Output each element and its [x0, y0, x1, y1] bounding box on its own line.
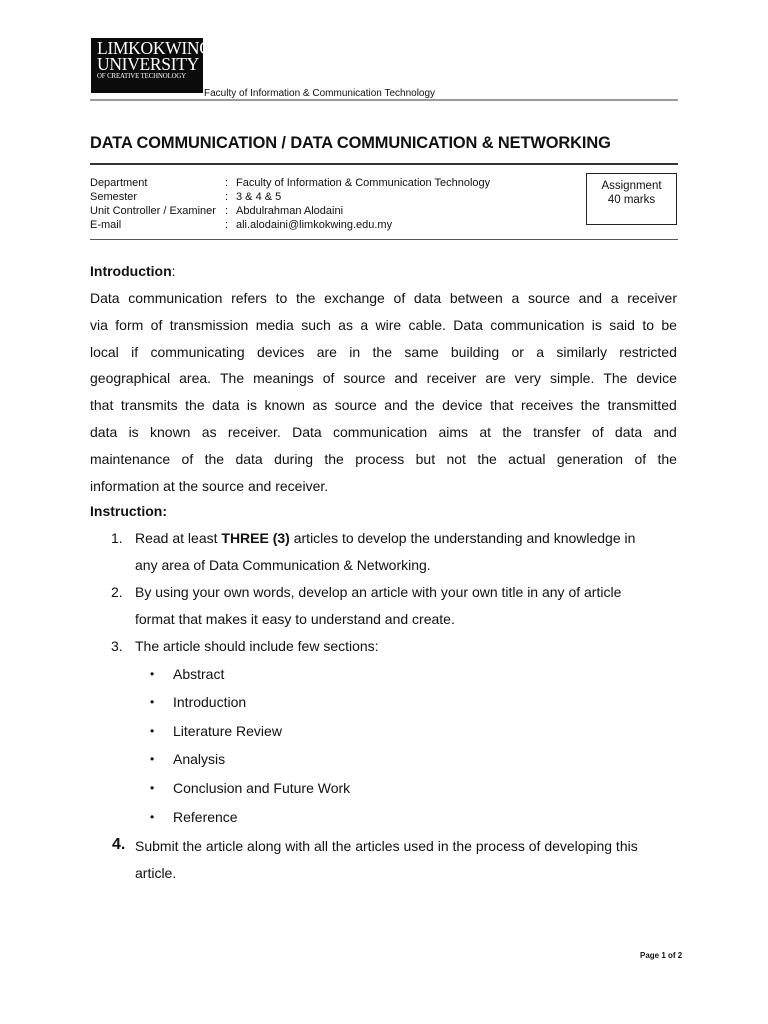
intro-line: data is known as receiver. Data communication aims at the transfer of data and — [90, 423, 677, 440]
info-label-department: Department — [90, 177, 148, 189]
item-number: 4. — [112, 836, 126, 853]
item-4-line2: article. — [135, 864, 177, 881]
item-text — [135, 579, 680, 633]
item-text — [135, 833, 680, 887]
bullet-icon: • — [150, 752, 155, 766]
bullet-icon: • — [150, 810, 155, 824]
bullet-icon: • — [150, 781, 155, 795]
bullet-icon: • — [150, 695, 155, 709]
logo-line-3: OF CREATIVE TECHNOLOGY — [97, 73, 187, 80]
intro-line: Data communication refers to the exchange of data between a source and a receiver — [90, 290, 677, 306]
section-label: Analysis — [173, 751, 226, 767]
item-1-pre: Read at least — [135, 530, 222, 546]
instruction-heading: Instruction: — [90, 503, 167, 519]
intro-line: geographical area. The meanings of source and receiver are very simple. The device — [90, 370, 677, 387]
item-1-post: articles to develop the understanding and knowledge in — [289, 530, 636, 546]
logo-line-2: UNIVERSITY — [97, 54, 199, 74]
intro-line: maintenance of the data during the process but not the actual generation of the — [90, 450, 677, 467]
item-1-line2: any area of Data Communication & Networking. — [135, 556, 431, 573]
intro-heading — [90, 263, 176, 279]
intro-heading-text: Introduction — [90, 263, 172, 279]
item-2-line2: format that makes it easy to understand and create. — [135, 610, 455, 627]
info-values — [236, 176, 490, 232]
section-label: Conclusion and Future Work — [173, 780, 351, 796]
item-2-line1: By using your own words, develop an article with your own title in any of article — [135, 584, 622, 600]
info-colon: : — [225, 177, 229, 189]
info-colon: : — [225, 219, 229, 231]
info-value-semester: 3 & 4 & 5 — [236, 191, 282, 203]
item-3-line1: The article should include few sections: — [135, 638, 379, 654]
item-1-bold: THREE (3) — [221, 530, 290, 546]
document-title: DATA COMMUNICATION / DATA COMMUNICATION & NETWORKING — [90, 134, 611, 152]
info-label-email: E-mail — [90, 219, 122, 231]
info-label-unit-controller: Unit Controller / Examiner — [90, 205, 216, 217]
title-rule — [90, 163, 678, 165]
page-number: Page 1 of 2 — [640, 951, 683, 960]
section-label: Introduction — [173, 694, 247, 710]
intro-line: local if communicating devices are in the same building or a similarly restricted — [90, 343, 677, 360]
info-value-department: Faculty of Information & Communication Technology — [236, 177, 491, 189]
info-rule — [90, 239, 678, 240]
intro-line: information at the source and receiver. — [90, 477, 329, 494]
item-number: 2. — [111, 584, 123, 600]
intro-line: that transmits the data is known as source and the device that receives the transmitted — [90, 397, 677, 414]
item-number: 1. — [111, 530, 123, 546]
logo-line-1: LIMKOKWING — [97, 38, 212, 58]
bullet-icon: • — [150, 667, 155, 681]
info-colons — [225, 176, 228, 232]
university-logo — [91, 38, 212, 93]
assignment-box — [586, 173, 677, 225]
section-label: Reference — [173, 809, 238, 825]
item-number: 3. — [111, 638, 123, 654]
info-label-semester: Semester — [90, 191, 138, 203]
intro-paragraph — [90, 285, 677, 499]
bullet-icon: • — [150, 724, 155, 738]
info-value-email: ali.alodaini@limkokwing.edu.my — [236, 219, 393, 231]
section-label: Literature Review — [173, 723, 282, 739]
item-text — [135, 525, 680, 579]
info-colon: : — [225, 191, 229, 203]
item-4-line1: Submit the article along with all the articles used in the process of developing this — [135, 838, 638, 854]
info-colon: : — [225, 205, 229, 217]
item-text — [135, 633, 680, 660]
assignment-marks: 40 marks — [607, 194, 656, 206]
info-labels — [90, 176, 216, 232]
header-faculty: Faculty of Information & Communication Technology — [204, 88, 436, 99]
info-value-unit-controller: Abdulrahman Alodaini — [236, 205, 344, 217]
intro-line: via form of transmission media such as a wire cable. Data communication is said to be — [90, 316, 677, 333]
assignment-label: Assignment — [601, 180, 662, 192]
section-label: Abstract — [173, 666, 225, 682]
intro-heading-colon: : — [171, 263, 176, 279]
header-rule — [90, 99, 678, 101]
